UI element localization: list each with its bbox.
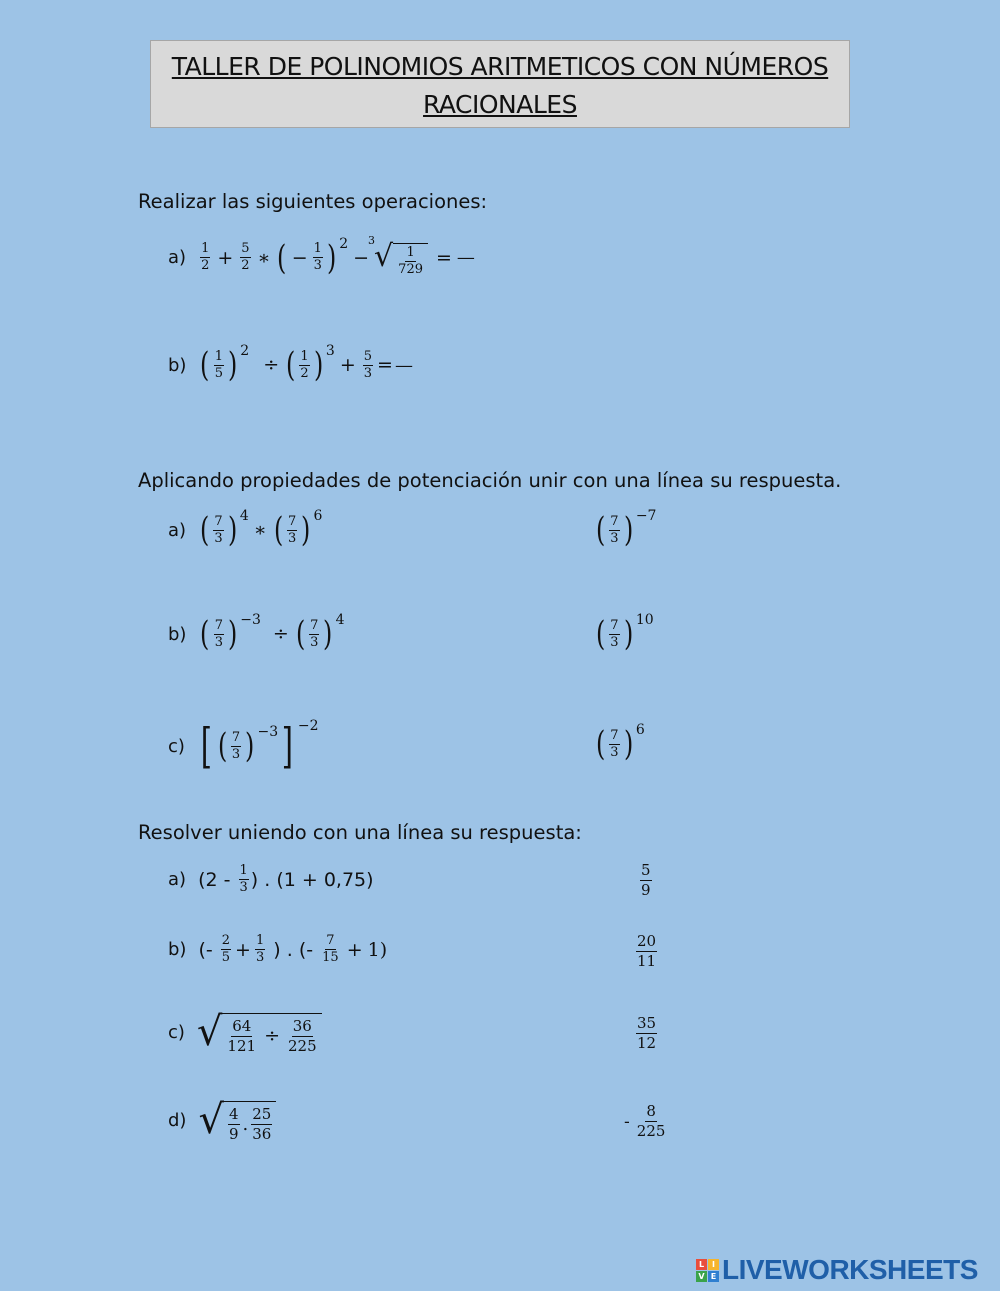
answer-blank[interactable]: —: [456, 247, 475, 268]
cube-root: 3 √ $\frac{1}{729}$: [374, 238, 428, 277]
exercise-3d: [168, 1096, 276, 1144]
exercise-3b: b) (- $\frac{2}{5}$ + $\frac{1}{3}$ ) . (- $\frac{7}{15}$ + 1): [168, 933, 388, 965]
result-answer-4[interactable]: - $\frac{8}{225}$: [624, 1102, 666, 1140]
exercise-2b: b) ( $\frac{7}{3}$ ) $^{-3}$ ÷ ( $\frac{7}{3}$ ) $^4$: [168, 612, 345, 654]
result-answer-1[interactable]: $\frac{5}{9}$: [641, 861, 651, 899]
section3-instruction: Resolver uniendo con una línea su respuesta:: [138, 821, 582, 844]
power-answer-1[interactable]: ( $\frac{7}{3}$ ) $^{-7}$: [595, 508, 657, 550]
label-3d: d): [168, 1109, 187, 1131]
worksheet-title: [150, 40, 850, 128]
square-root: √ $\frac{4}{9}$ . $\frac{25}{36}$: [198, 1096, 276, 1144]
frac: $\frac{1}{2}$: [201, 241, 210, 273]
frac: $\frac{1}{3}$: [313, 241, 322, 273]
label-3b: b): [168, 939, 187, 960]
label-2a: a): [168, 519, 187, 541]
logo-blocks-icon: L I V E: [696, 1259, 719, 1282]
power-answer-2[interactable]: ( $\frac{7}{3}$ ) $^{10}$: [595, 612, 654, 654]
logo-text: LIVEWORKSHEETS: [722, 1254, 978, 1285]
exercise-1b: b) ( $\frac{1}{5}$ ) $^2$ ÷ ( $\frac{1}{2}$ ) $^3$ + $\frac{5}{3}$ = —: [168, 343, 413, 385]
title-line-1: TALLER DE POLINOMIOS ARITMETICOS CON NÚMEROS: [171, 52, 829, 81]
exercise-1a: a) $\frac{1}{2}$ + $\frac{5}{2}$ ∗ ( − $\frac{1}{3}$ ) $^2$ − 3 √ $\frac{1}{729}$ = —: [168, 234, 475, 278]
square-root: √ $\frac{64}{121}$ ÷ $\frac{36}{225}$: [197, 1008, 322, 1056]
result-answer-2[interactable]: $\frac{20}{11}$: [637, 932, 657, 970]
exercise-2c: c) [ ( $\frac{7}{3}$ ) $^{-3}$ ] $^{-2}$: [168, 718, 319, 774]
answer-blank[interactable]: —: [394, 354, 413, 376]
label-1b: b): [168, 354, 187, 376]
result-answer-3[interactable]: $\frac{35}{12}$: [637, 1014, 657, 1052]
label-2c: c): [168, 735, 185, 757]
section1-instruction: Realizar las siguientes operaciones:: [138, 190, 488, 213]
label-3a: a): [168, 869, 187, 890]
label-2b: b): [168, 623, 187, 645]
exercise-3a: a) (2 - $\frac{1}{3}$ ) . (1 + 0,75): [168, 863, 374, 895]
liveworksheets-logo: [696, 1254, 978, 1286]
frac: $\frac{5}{2}$: [241, 241, 250, 273]
section2-instruction: Aplicando propiedades de potenciación unir con una línea su respuesta.: [138, 469, 842, 492]
exercise-2a: a) ( $\frac{7}{3}$ ) $^4$ ∗ ( $\frac{7}{3}$ ) $^6$: [168, 508, 323, 550]
power-answer-3[interactable]: ( $\frac{7}{3}$ ) $^6$: [595, 722, 645, 764]
label-1a: a): [168, 247, 187, 268]
label-3c: c): [168, 1021, 185, 1043]
exercise-3c: [168, 1008, 322, 1056]
title-line-2: RACIONALES: [423, 90, 577, 119]
